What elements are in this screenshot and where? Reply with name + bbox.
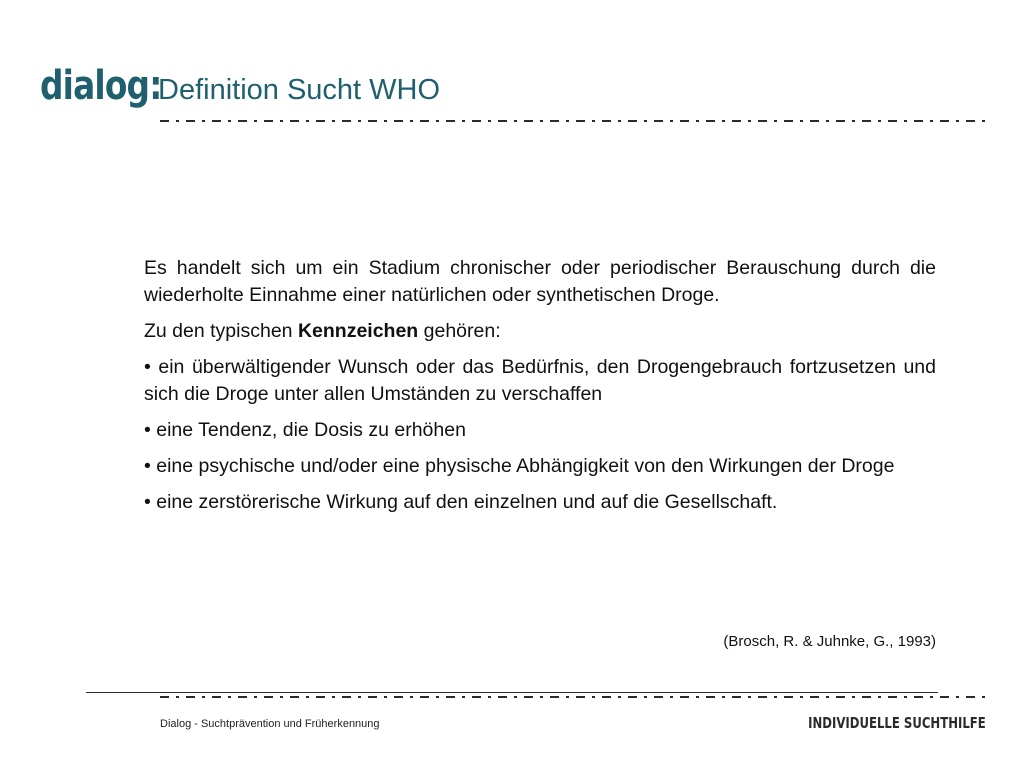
footer-organization: Dialog - Suchtprävention und Früherkennung [160, 718, 380, 730]
features-suffix: gehören: [418, 320, 501, 342]
footer-solid-divider [86, 692, 938, 693]
features-keyword: Kennzeichen [297, 320, 419, 342]
bullet-item: • eine psychische und/oder eine physische Abhängigkeit von den Wirkungen der Droge [144, 455, 895, 477]
citation: (Brosch, R. & Juhnke, G., 1993) [723, 633, 936, 650]
page-title: Definition Sucht WHO [158, 74, 441, 106]
dialog-logo: dialog: [40, 63, 162, 109]
footer-tagline-logo: INDIVIDUELLE SUCHTHILFE [808, 714, 986, 732]
bullet-item: • ein überwältigender Wunsch oder das Bedürfnis, den Drogengebrauch fortzusetzen und sich die Droge unter allen Umständen zu verschaffen [144, 356, 936, 405]
bullet-item: • eine Tendenz, die Dosis zu erhöhen [144, 419, 466, 441]
intro-paragraph: Es handelt sich um ein Stadium chronischer oder periodischer Berauschung durch die wiederholte Einnahme einer natürlichen oder synthetischen Droge. [144, 257, 936, 306]
slide-content [144, 255, 936, 525]
bullet-item: • eine zerstörerische Wirkung auf den einzelnen und auf die Gesellschaft. [144, 491, 778, 513]
footer-dashed-divider [160, 696, 986, 698]
header-divider [160, 120, 986, 122]
features-intro [144, 318, 936, 345]
features-prefix: Zu den typischen [144, 320, 298, 342]
